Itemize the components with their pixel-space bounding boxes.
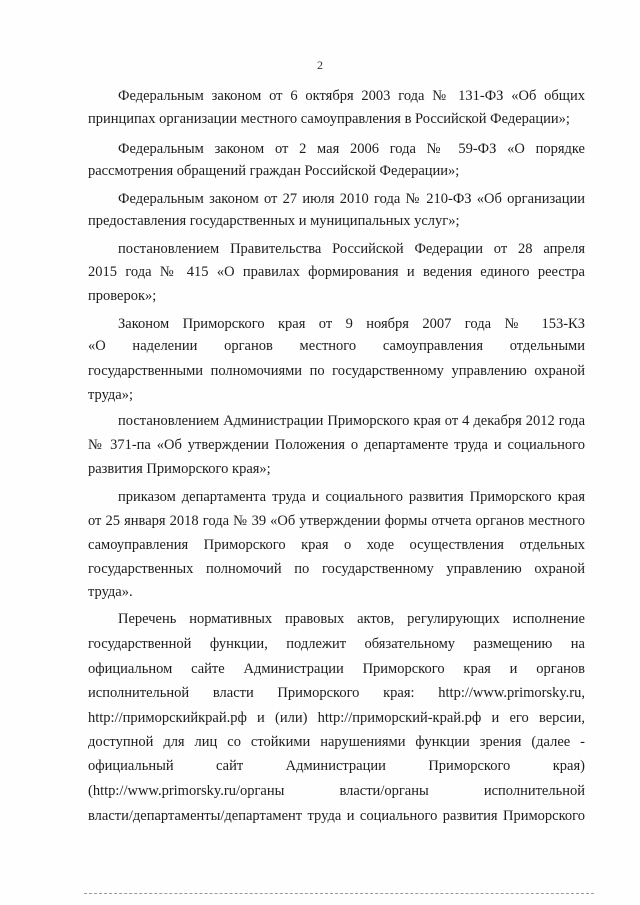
text-line: Федеральным законом от 6 октября 2003 года № 131-ФЗ «Об общих	[118, 88, 585, 104]
text-line: доступной для лиц со стойкими нарушениями функции зрения (далее -	[88, 734, 585, 750]
text-line: предоставления государственных и муниципальных услуг»;	[88, 213, 460, 229]
text-line: приказом департамента труда и социального развития Приморского края	[118, 489, 585, 505]
text-line: принципах организации местного самоуправления в Российской Федерации»;	[88, 111, 570, 127]
text-line: (http://www.primorsky.ru/органы власти/органы исполнительной	[88, 783, 585, 799]
text-line: № 371-па «Об утверждении Положения о департаменте труда и социального	[88, 437, 585, 453]
text-line: официальном сайте Администрации Приморского края и органов	[88, 661, 585, 677]
page-number: 2	[317, 58, 323, 72]
text-line: Федеральным законом от 2 мая 2006 года № 59-ФЗ «О порядке	[118, 141, 585, 157]
text-line: Перечень нормативных правовых актов, регулирующих исполнение	[118, 611, 585, 627]
text-line: 2015 года № 415 «О правилах формирования и ведения единого реестра	[88, 264, 585, 280]
text-line: рассмотрения обращений граждан Российской Федерации»;	[88, 163, 460, 179]
text-line: официальный сайт Администрации Приморского края)	[88, 758, 585, 774]
text-line: Законом Приморского края от 9 ноября 2007 года № 153-КЗ	[118, 316, 585, 332]
text-line: постановлением Администрации Приморского края от 4 декабря 2012 года	[118, 413, 585, 429]
text-line: власти/департаменты/департамент труда и социального развития Приморского	[88, 808, 585, 824]
text-line: «О наделении органов местного самоуправления отдельными	[88, 338, 585, 354]
text-line: развития Приморского края»;	[88, 461, 271, 477]
text-line: проверок»;	[88, 288, 157, 304]
text-line: исполнительной власти Приморского края: http://www.primorsky.ru,	[88, 685, 585, 701]
text-line: Федеральным законом от 27 июля 2010 года № 210-ФЗ «Об организации	[118, 191, 585, 207]
text-line: государственными полномочиями по государственному управлению охраной	[88, 363, 585, 379]
text-line: от 25 января 2018 года № 39 «Об утверждении формы отчета органов местного	[88, 513, 585, 529]
text-line: труда».	[88, 584, 133, 600]
text-line: самоуправления Приморского края о ходе осуществления отдельных	[88, 537, 585, 553]
text-line: труда»;	[88, 387, 134, 403]
text-line: государственной функции, подлежит обязательному размещению на	[88, 636, 585, 652]
text-line: постановлением Правительства Российской Федерации от 28 апреля	[118, 241, 585, 257]
page-bottom-divider	[84, 893, 594, 894]
text-line: http://приморскийкрай.рф и (или) http://приморский-край.рф и его версии,	[88, 710, 585, 726]
text-line: государственных полномочий по государственному управлению охраной	[88, 561, 585, 577]
